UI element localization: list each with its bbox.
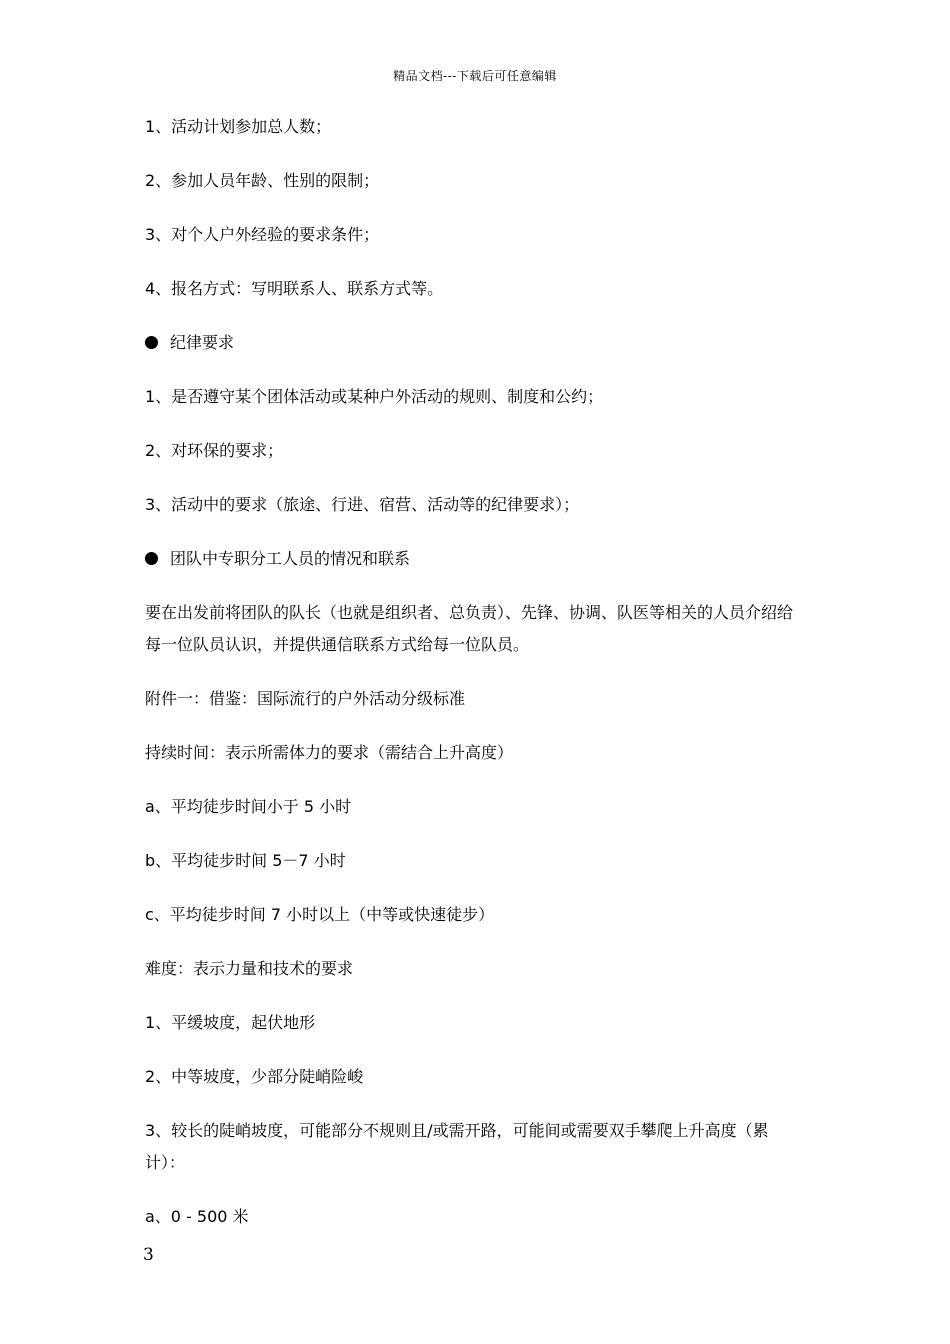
- duration-item-c: c、平均徒步时间 7 小时以上（中等或快速徒步）: [145, 905, 495, 924]
- list-item-experience: 3、对个人户外经验的要求条件；: [145, 225, 380, 244]
- difficulty-heading: 难度：表示力量和技术的要求: [145, 959, 354, 978]
- list-item-activity-discipline: 3、活动中的要求（旅途、行进、宿营、活动等的纪律要求）；: [145, 495, 580, 514]
- difficulty-item-1: 1、平缓坡度，起伏地形: [145, 1013, 316, 1032]
- elevation-item-a: a、0 - 500 米: [145, 1207, 249, 1226]
- duration-heading: 持续时间：表示所需体力的要求（需结合上升高度）: [145, 743, 514, 762]
- section-heading-discipline: [145, 332, 805, 354]
- appendix-title: 附件一：借鉴：国际流行的户外活动分级标准: [145, 689, 466, 708]
- section-heading-team-roles: [145, 548, 805, 570]
- list-item-rules: 1、是否遵守某个团体活动或某种户外活动的规则、制度和公约；: [145, 387, 604, 406]
- section-heading-text: 团队中专职分工人员的情况和联系: [170, 549, 411, 568]
- section-heading-text: 纪律要求: [170, 333, 235, 352]
- duration-item-b: b、平均徒步时间 5－7 小时: [145, 851, 346, 870]
- page-header: 精品文档---下载后可任意编辑: [393, 69, 557, 83]
- bullet-icon: [145, 336, 158, 349]
- list-item-environment: 2、对环保的要求；: [145, 441, 284, 460]
- duration-item-a: a、平均徒步时间小于 5 小时: [145, 797, 352, 816]
- list-item-age-gender: 2、参加人员年龄、性别的限制；: [145, 171, 380, 190]
- list-item-registration: 4、报名方式：写明联系人、联系方式等。: [145, 279, 444, 298]
- bullet-icon: [145, 552, 158, 565]
- difficulty-item-3: 3、较长的陡峭坡度，可能部分不规则且/或需开路，可能间或需要双手攀爬上升高度（累计）：: [145, 1121, 769, 1172]
- page-number: 3: [143, 1245, 154, 1265]
- list-item-total-participants: 1、活动计划参加总人数；: [145, 117, 332, 136]
- paragraph-team-intro: 要在出发前将团队的队长（也就是组织者、总负责）、先锋、协调、队医等相关的人员介绍给每一位队员认识，并提供通信联系方式给每一位队员。: [145, 603, 794, 654]
- difficulty-item-2: 2、中等坡度，少部分陡峭险峻: [145, 1067, 364, 1086]
